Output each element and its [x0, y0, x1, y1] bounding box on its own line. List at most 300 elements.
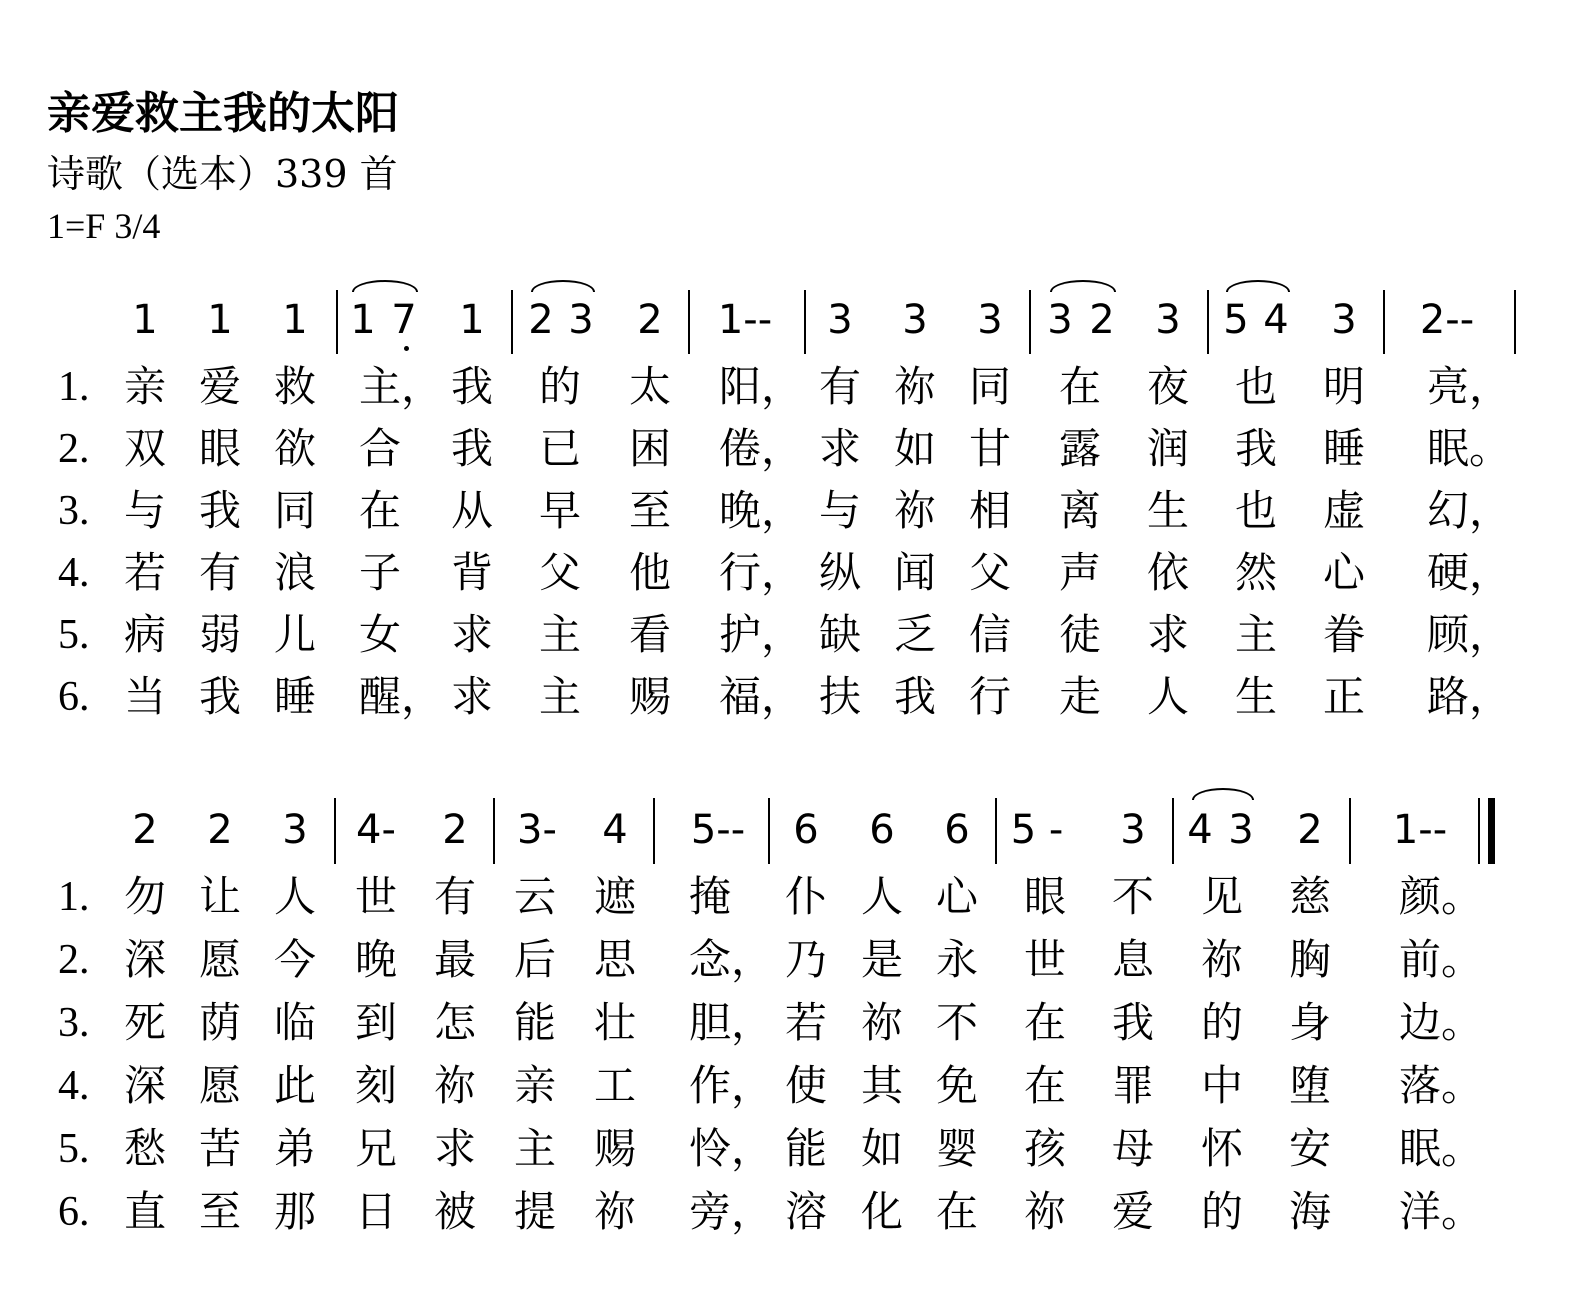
lyric-syllable — [718, 424, 804, 473]
jianpu-note: 4 — [1187, 807, 1213, 853]
jianpu-note: 6 — [944, 807, 970, 853]
lyric-glyph: 行 — [718, 548, 762, 597]
lyric-syllable: 背 — [450, 548, 494, 597]
lyric-glyph: 眠 — [1398, 1124, 1442, 1173]
lyric-syllable: 赐 — [628, 672, 672, 721]
lyric-syllable: 堕 — [1288, 1061, 1332, 1110]
lyric-syllable: 父 — [968, 548, 1012, 597]
lyric-glyph: 亮 — [1426, 362, 1470, 411]
lyric-syllable: 主 — [513, 1124, 557, 1173]
lyric-syllable: 让 — [198, 872, 242, 921]
lyric-glyph: 福 — [718, 672, 762, 721]
lyric-syllable — [1426, 610, 1512, 659]
lyric-syllable: 今 — [273, 935, 317, 984]
lyric-syllable: 眼 — [198, 424, 242, 473]
lyric-syllable: 有 — [433, 872, 477, 921]
lyric-syllable: 刻 — [354, 1061, 398, 1110]
lyric-syllable: 眷 — [1322, 610, 1366, 659]
jianpu-note: 2 — [442, 807, 468, 853]
lyric-syllable: 使 — [784, 1061, 828, 1110]
lyric-syllable: 求 — [433, 1124, 477, 1173]
lyric-syllable: 子 — [358, 548, 402, 597]
lyric-syllable: 愿 — [198, 1061, 242, 1110]
lyric-syllable: 身 — [1288, 998, 1332, 1047]
jianpu-note: 5 — [1223, 297, 1249, 343]
lyric-syllable: 太 — [628, 362, 672, 411]
lyric-syllable: 我 — [198, 672, 242, 721]
lyric-syllable: 求 — [450, 672, 494, 721]
lyric-syllable: 已 — [538, 424, 582, 473]
lyric-syllable: 当 — [123, 672, 167, 721]
bar-line — [804, 290, 806, 354]
lyric-syllable: 掩 — [688, 872, 732, 921]
lyric-syllable: 甘 — [968, 424, 1012, 473]
jianpu-note: 4 — [602, 807, 628, 853]
lyric-syllable: 见 — [1200, 872, 1244, 921]
lyric-syllable: 浪 — [273, 548, 317, 597]
lyric-syllable: 遮 — [593, 872, 637, 921]
lyric-syllable — [358, 672, 444, 721]
lyric-glyph: 颜 — [1398, 872, 1442, 921]
lyric-syllable: 爱 — [198, 362, 242, 411]
lyric-syllable: 赐 — [593, 1124, 637, 1173]
lyric-punctuation: ， — [731, 1124, 774, 1173]
lyric-syllable: 人 — [860, 872, 904, 921]
lyric-punctuation: ， — [731, 998, 774, 1047]
lyric-glyph: 硬 — [1426, 548, 1470, 597]
lyric-glyph: 幻 — [1426, 486, 1470, 535]
lyric-syllable: 离 — [1058, 486, 1102, 535]
lyric-syllable — [1398, 1124, 1484, 1173]
lyric-syllable: 慈 — [1288, 872, 1332, 921]
lyric-syllable: 愁 — [123, 1124, 167, 1173]
lyric-syllable: 婴 — [935, 1124, 979, 1173]
jianpu-note: 3 — [827, 297, 853, 343]
lyric-syllable: 扶 — [818, 672, 862, 721]
lyric-syllable: 罪 — [1111, 1061, 1155, 1110]
lyric-syllable: 我 — [1234, 424, 1278, 473]
lyric-punctuation: 。 — [1441, 1187, 1484, 1236]
slur — [1192, 788, 1254, 800]
lyric-punctuation: ， — [401, 672, 444, 721]
lyric-syllable: 同 — [968, 362, 1012, 411]
lyric-syllable — [688, 1124, 774, 1173]
lyric-syllable: 有 — [198, 548, 242, 597]
lyric-syllable: 祢 — [860, 998, 904, 1047]
lyric-syllable: 的 — [1200, 1187, 1244, 1236]
lyric-syllable: 人 — [1146, 672, 1190, 721]
lyric-syllable: 然 — [1234, 548, 1278, 597]
lyric-syllable: 在 — [1058, 362, 1102, 411]
jianpu-note: 1-- — [1392, 807, 1448, 853]
lyric-syllable: 若 — [123, 548, 167, 597]
lyric-syllable — [718, 610, 804, 659]
lyric-syllable: 世 — [354, 872, 398, 921]
lyric-syllable: 苦 — [198, 1124, 242, 1173]
lyric-syllable — [1426, 424, 1512, 473]
lyric-syllable: 心 — [1322, 548, 1366, 597]
lyric-syllable: 是 — [860, 935, 904, 984]
lyric-syllable: 我 — [1111, 998, 1155, 1047]
lyric-punctuation: ， — [401, 362, 444, 411]
lyric-syllable: 我 — [450, 424, 494, 473]
lyric-syllable: 依 — [1146, 548, 1190, 597]
lyric-syllable: 明 — [1322, 362, 1366, 411]
bar-line — [1172, 798, 1174, 864]
lyric-syllable: 能 — [784, 1124, 828, 1173]
bar-line — [1383, 290, 1385, 354]
lyric-syllable: 愿 — [198, 935, 242, 984]
lyric-glyph: 醒 — [358, 672, 402, 721]
lyric-syllable: 亲 — [123, 362, 167, 411]
lyric-syllable: 看 — [628, 610, 672, 659]
lyric-syllable: 若 — [784, 998, 828, 1047]
lyric-syllable: 女 — [358, 610, 402, 659]
lyric-punctuation: 。 — [1441, 1124, 1484, 1173]
lyric-syllable: 同 — [273, 486, 317, 535]
lyric-syllable: 化 — [860, 1187, 904, 1236]
lyric-syllable: 生 — [1146, 486, 1190, 535]
lyric-syllable — [688, 1187, 774, 1236]
lyric-syllable: 云 — [513, 872, 557, 921]
lyric-glyph: 边 — [1398, 998, 1442, 1047]
lyric-glyph: 落 — [1398, 1061, 1442, 1110]
lyric-glyph: 倦 — [718, 424, 762, 473]
lyric-syllable: 欲 — [273, 424, 317, 473]
bar-line — [1349, 798, 1351, 864]
lyric-syllable: 闻 — [893, 548, 937, 597]
bar-line — [1514, 290, 1516, 354]
lyric-syllable: 合 — [358, 424, 402, 473]
lyric-punctuation: 。 — [1441, 872, 1484, 921]
lower-octave-dot — [404, 346, 409, 351]
lyric-syllable: 困 — [628, 424, 672, 473]
lyric-syllable: 求 — [1146, 610, 1190, 659]
lyric-syllable: 死 — [123, 998, 167, 1047]
lyric-syllable: 纵 — [818, 548, 862, 597]
final-bar-thick — [1488, 798, 1495, 864]
lyric-glyph: 晚 — [718, 486, 762, 535]
jianpu-note: 2 — [637, 297, 663, 343]
lyric-syllable: 弱 — [198, 610, 242, 659]
lyric-syllable: 能 — [513, 998, 557, 1047]
lyric-syllable: 中 — [1200, 1061, 1244, 1110]
lyric-syllable: 永 — [935, 935, 979, 984]
lyric-syllable — [1426, 486, 1512, 535]
jianpu-note: 5-- — [690, 807, 746, 853]
lyric-syllable: 提 — [513, 1187, 557, 1236]
jianpu-note: 2 — [207, 807, 233, 853]
lyric-glyph: 护 — [718, 610, 762, 659]
jianpu-note: 6 — [869, 807, 895, 853]
lyric-syllable: 早 — [538, 486, 582, 535]
lyric-syllable: 主 — [1234, 610, 1278, 659]
lyric-syllable: 世 — [1023, 935, 1067, 984]
lyric-syllable: 缺 — [818, 610, 862, 659]
lyric-syllable: 至 — [198, 1187, 242, 1236]
key-signature: 1=F 3/4 — [47, 206, 161, 246]
lyric-punctuation: ， — [731, 1061, 774, 1110]
lyric-syllable: 乏 — [893, 610, 937, 659]
jianpu-note: 2 — [528, 297, 554, 343]
verse-number: 3. — [58, 488, 90, 534]
lyric-syllable: 荫 — [198, 998, 242, 1047]
lyric-syllable: 儿 — [273, 610, 317, 659]
lyric-syllable: 深 — [123, 935, 167, 984]
lyric-syllable: 在 — [1023, 1061, 1067, 1110]
lyric-syllable: 安 — [1288, 1124, 1332, 1173]
lyric-glyph: 主 — [358, 362, 402, 411]
lyric-syllable: 不 — [1111, 872, 1155, 921]
bar-line — [688, 290, 690, 354]
lyric-syllable: 工 — [593, 1061, 637, 1110]
lyric-syllable — [1398, 1187, 1484, 1236]
lyric-syllable: 人 — [273, 872, 317, 921]
verse-number: 1. — [58, 874, 90, 920]
lyric-syllable: 主 — [538, 672, 582, 721]
lyric-syllable: 润 — [1146, 424, 1190, 473]
lyric-syllable: 与 — [818, 486, 862, 535]
lyric-syllable: 在 — [935, 1187, 979, 1236]
lyric-syllable: 怀 — [1200, 1124, 1244, 1173]
lyric-punctuation: ， — [761, 672, 804, 721]
lyric-syllable: 此 — [273, 1061, 317, 1110]
jianpu-note: 1 — [350, 297, 376, 343]
lyric-syllable: 我 — [893, 672, 937, 721]
lyric-syllable: 弟 — [273, 1124, 317, 1173]
lyric-syllable: 睡 — [273, 672, 317, 721]
lyric-syllable: 我 — [450, 362, 494, 411]
bar-line — [1029, 290, 1031, 354]
lyric-syllable — [1398, 872, 1484, 921]
jianpu-note: 6 — [793, 807, 819, 853]
jianpu-note: 4 — [1263, 297, 1289, 343]
jianpu-note: 3 — [977, 297, 1003, 343]
lyric-syllable: 溶 — [784, 1187, 828, 1236]
jianpu-note: 7 — [391, 297, 417, 343]
jianpu-note: 1 — [207, 297, 233, 343]
lyric-syllable: 徒 — [1058, 610, 1102, 659]
lyric-syllable — [1426, 672, 1512, 721]
lyric-syllable: 勿 — [123, 872, 167, 921]
lyric-syllable: 走 — [1058, 672, 1102, 721]
lyric-syllable: 夜 — [1146, 362, 1190, 411]
lyric-syllable: 如 — [860, 1124, 904, 1173]
bar-line — [653, 798, 655, 864]
lyric-syllable — [358, 362, 444, 411]
jianpu-note: 3 — [902, 297, 928, 343]
lyric-syllable — [688, 998, 774, 1047]
lyric-syllable: 正 — [1322, 672, 1366, 721]
lyric-syllable — [1426, 362, 1512, 411]
jianpu-note: 1 — [132, 297, 158, 343]
jianpu-note: 3 — [1120, 807, 1146, 853]
lyric-syllable: 至 — [628, 486, 672, 535]
lyric-punctuation: ， — [1469, 486, 1512, 535]
verse-number: 5. — [58, 1126, 90, 1172]
lyric-syllable: 的 — [538, 362, 582, 411]
lyric-syllable: 救 — [273, 362, 317, 411]
jianpu-note: 4- — [356, 807, 396, 853]
bar-line — [1207, 290, 1209, 354]
lyric-syllable: 最 — [433, 935, 477, 984]
lyric-syllable: 声 — [1058, 548, 1102, 597]
jianpu-note: 3 — [1155, 297, 1181, 343]
lyric-syllable: 息 — [1111, 935, 1155, 984]
lyric-syllable: 怎 — [433, 998, 477, 1047]
lyric-syllable: 临 — [273, 998, 317, 1047]
jianpu-note: 5 - — [1010, 807, 1064, 853]
lyric-syllable: 免 — [935, 1061, 979, 1110]
verse-number: 6. — [58, 674, 90, 720]
lyric-syllable: 信 — [968, 610, 1012, 659]
lyric-syllable: 有 — [818, 362, 862, 411]
lyric-syllable: 不 — [935, 998, 979, 1047]
lyric-syllable: 眼 — [1023, 872, 1067, 921]
lyric-syllable: 兄 — [354, 1124, 398, 1173]
slur — [1226, 280, 1290, 292]
slur — [352, 280, 418, 292]
lyric-syllable: 亲 — [513, 1061, 557, 1110]
verse-number: 6. — [58, 1189, 90, 1235]
lyric-syllable — [1398, 1061, 1484, 1110]
lyric-syllable: 晚 — [354, 935, 398, 984]
lyric-syllable: 日 — [354, 1187, 398, 1236]
jianpu-note: 2 — [132, 807, 158, 853]
lyric-syllable: 在 — [1023, 998, 1067, 1047]
lyric-punctuation: ， — [761, 424, 804, 473]
lyric-syllable: 后 — [513, 935, 557, 984]
lyric-syllable: 求 — [818, 424, 862, 473]
lyric-punctuation: 。 — [1469, 424, 1512, 473]
jianpu-note: 3 — [1047, 297, 1073, 343]
lyric-punctuation: 。 — [1441, 998, 1484, 1047]
lyric-syllable: 胸 — [1288, 935, 1332, 984]
lyric-glyph: 顾 — [1426, 610, 1470, 659]
verse-number: 5. — [58, 612, 90, 658]
lyric-syllable — [718, 548, 804, 597]
lyric-syllable: 那 — [273, 1187, 317, 1236]
lyric-syllable — [1398, 998, 1484, 1047]
jianpu-note: 1 — [282, 297, 308, 343]
lyric-syllable: 生 — [1234, 672, 1278, 721]
hymnal-reference: 诗歌（选本）339 首 — [47, 152, 398, 196]
lyric-syllable: 主 — [538, 610, 582, 659]
lyric-syllable: 睡 — [1322, 424, 1366, 473]
lyric-syllable: 被 — [433, 1187, 477, 1236]
lyric-punctuation: ， — [761, 362, 804, 411]
slur — [531, 280, 595, 292]
lyric-syllable: 他 — [628, 548, 672, 597]
bar-line — [511, 290, 513, 354]
lyric-syllable: 孩 — [1023, 1124, 1067, 1173]
lyric-punctuation: ， — [761, 610, 804, 659]
lyric-syllable: 父 — [538, 548, 582, 597]
jianpu-note: 3 — [282, 807, 308, 853]
lyric-syllable: 也 — [1234, 362, 1278, 411]
lyric-punctuation: ， — [1469, 362, 1512, 411]
lyric-syllable: 双 — [123, 424, 167, 473]
lyric-syllable — [718, 672, 804, 721]
verse-number: 2. — [58, 937, 90, 983]
lyric-punctuation: ， — [1469, 672, 1512, 721]
lyric-glyph: 前 — [1398, 935, 1442, 984]
bar-line — [768, 798, 770, 864]
lyric-syllable — [718, 486, 804, 535]
lyric-syllable: 母 — [1111, 1124, 1155, 1173]
lyric-syllable: 祢 — [893, 486, 937, 535]
lyric-syllable: 直 — [123, 1187, 167, 1236]
lyric-glyph: 胆 — [688, 998, 732, 1047]
bar-line — [493, 798, 495, 864]
jianpu-note: 3 — [1331, 297, 1357, 343]
lyric-punctuation: ， — [731, 1187, 774, 1236]
verse-number: 4. — [58, 1063, 90, 1109]
lyric-syllable: 祢 — [893, 362, 937, 411]
lyric-glyph: 眠 — [1426, 424, 1470, 473]
lyric-syllable: 我 — [198, 486, 242, 535]
lyric-syllable: 祢 — [1200, 935, 1244, 984]
jianpu-note: 1-- — [717, 297, 773, 343]
lyric-syllable: 与 — [123, 486, 167, 535]
lyric-glyph: 念 — [688, 935, 732, 984]
lyric-syllable: 到 — [354, 998, 398, 1047]
lyric-punctuation: ， — [761, 548, 804, 597]
jianpu-note: 3- — [517, 807, 557, 853]
lyric-syllable — [1426, 548, 1512, 597]
lyric-syllable — [718, 362, 804, 411]
lyric-syllable: 其 — [860, 1061, 904, 1110]
lyric-glyph: 作 — [688, 1061, 732, 1110]
lyric-syllable: 壮 — [593, 998, 637, 1047]
lyric-syllable — [688, 935, 774, 984]
bar-line — [995, 798, 997, 864]
bar-line — [336, 290, 338, 354]
jianpu-note: 3 — [1228, 807, 1254, 853]
lyric-syllable: 心 — [935, 872, 979, 921]
lyric-syllable: 虚 — [1322, 486, 1366, 535]
lyric-glyph: 阳 — [718, 362, 762, 411]
lyric-punctuation: ， — [1469, 610, 1512, 659]
final-bar-thin — [1478, 798, 1480, 864]
jianpu-note: 2 — [1297, 807, 1323, 853]
lyric-syllable: 如 — [893, 424, 937, 473]
lyric-punctuation: 。 — [1441, 935, 1484, 984]
bar-line — [334, 798, 336, 864]
lyric-glyph: 洋 — [1398, 1187, 1442, 1236]
lyric-syllable: 也 — [1234, 486, 1278, 535]
lyric-syllable: 的 — [1200, 998, 1244, 1047]
song-title: 亲爱救主我的太阳 — [47, 88, 399, 139]
verse-number: 2. — [58, 426, 90, 472]
lyric-syllable: 从 — [450, 486, 494, 535]
lyric-glyph: 旁 — [688, 1187, 732, 1236]
lyric-syllable: 求 — [450, 610, 494, 659]
lyric-syllable: 相 — [968, 486, 1012, 535]
lyric-punctuation: ， — [761, 486, 804, 535]
lyric-syllable: 露 — [1058, 424, 1102, 473]
verse-number: 3. — [58, 1000, 90, 1046]
lyric-glyph: 怜 — [688, 1124, 732, 1173]
verse-number: 4. — [58, 550, 90, 596]
lyric-punctuation: ， — [1469, 548, 1512, 597]
lyric-syllable — [1398, 935, 1484, 984]
jianpu-note: 2-- — [1419, 297, 1475, 343]
lyric-syllable: 爱 — [1111, 1187, 1155, 1236]
lyric-syllable: 行 — [968, 672, 1012, 721]
jianpu-note: 1 — [459, 297, 485, 343]
lyric-syllable: 海 — [1288, 1187, 1332, 1236]
